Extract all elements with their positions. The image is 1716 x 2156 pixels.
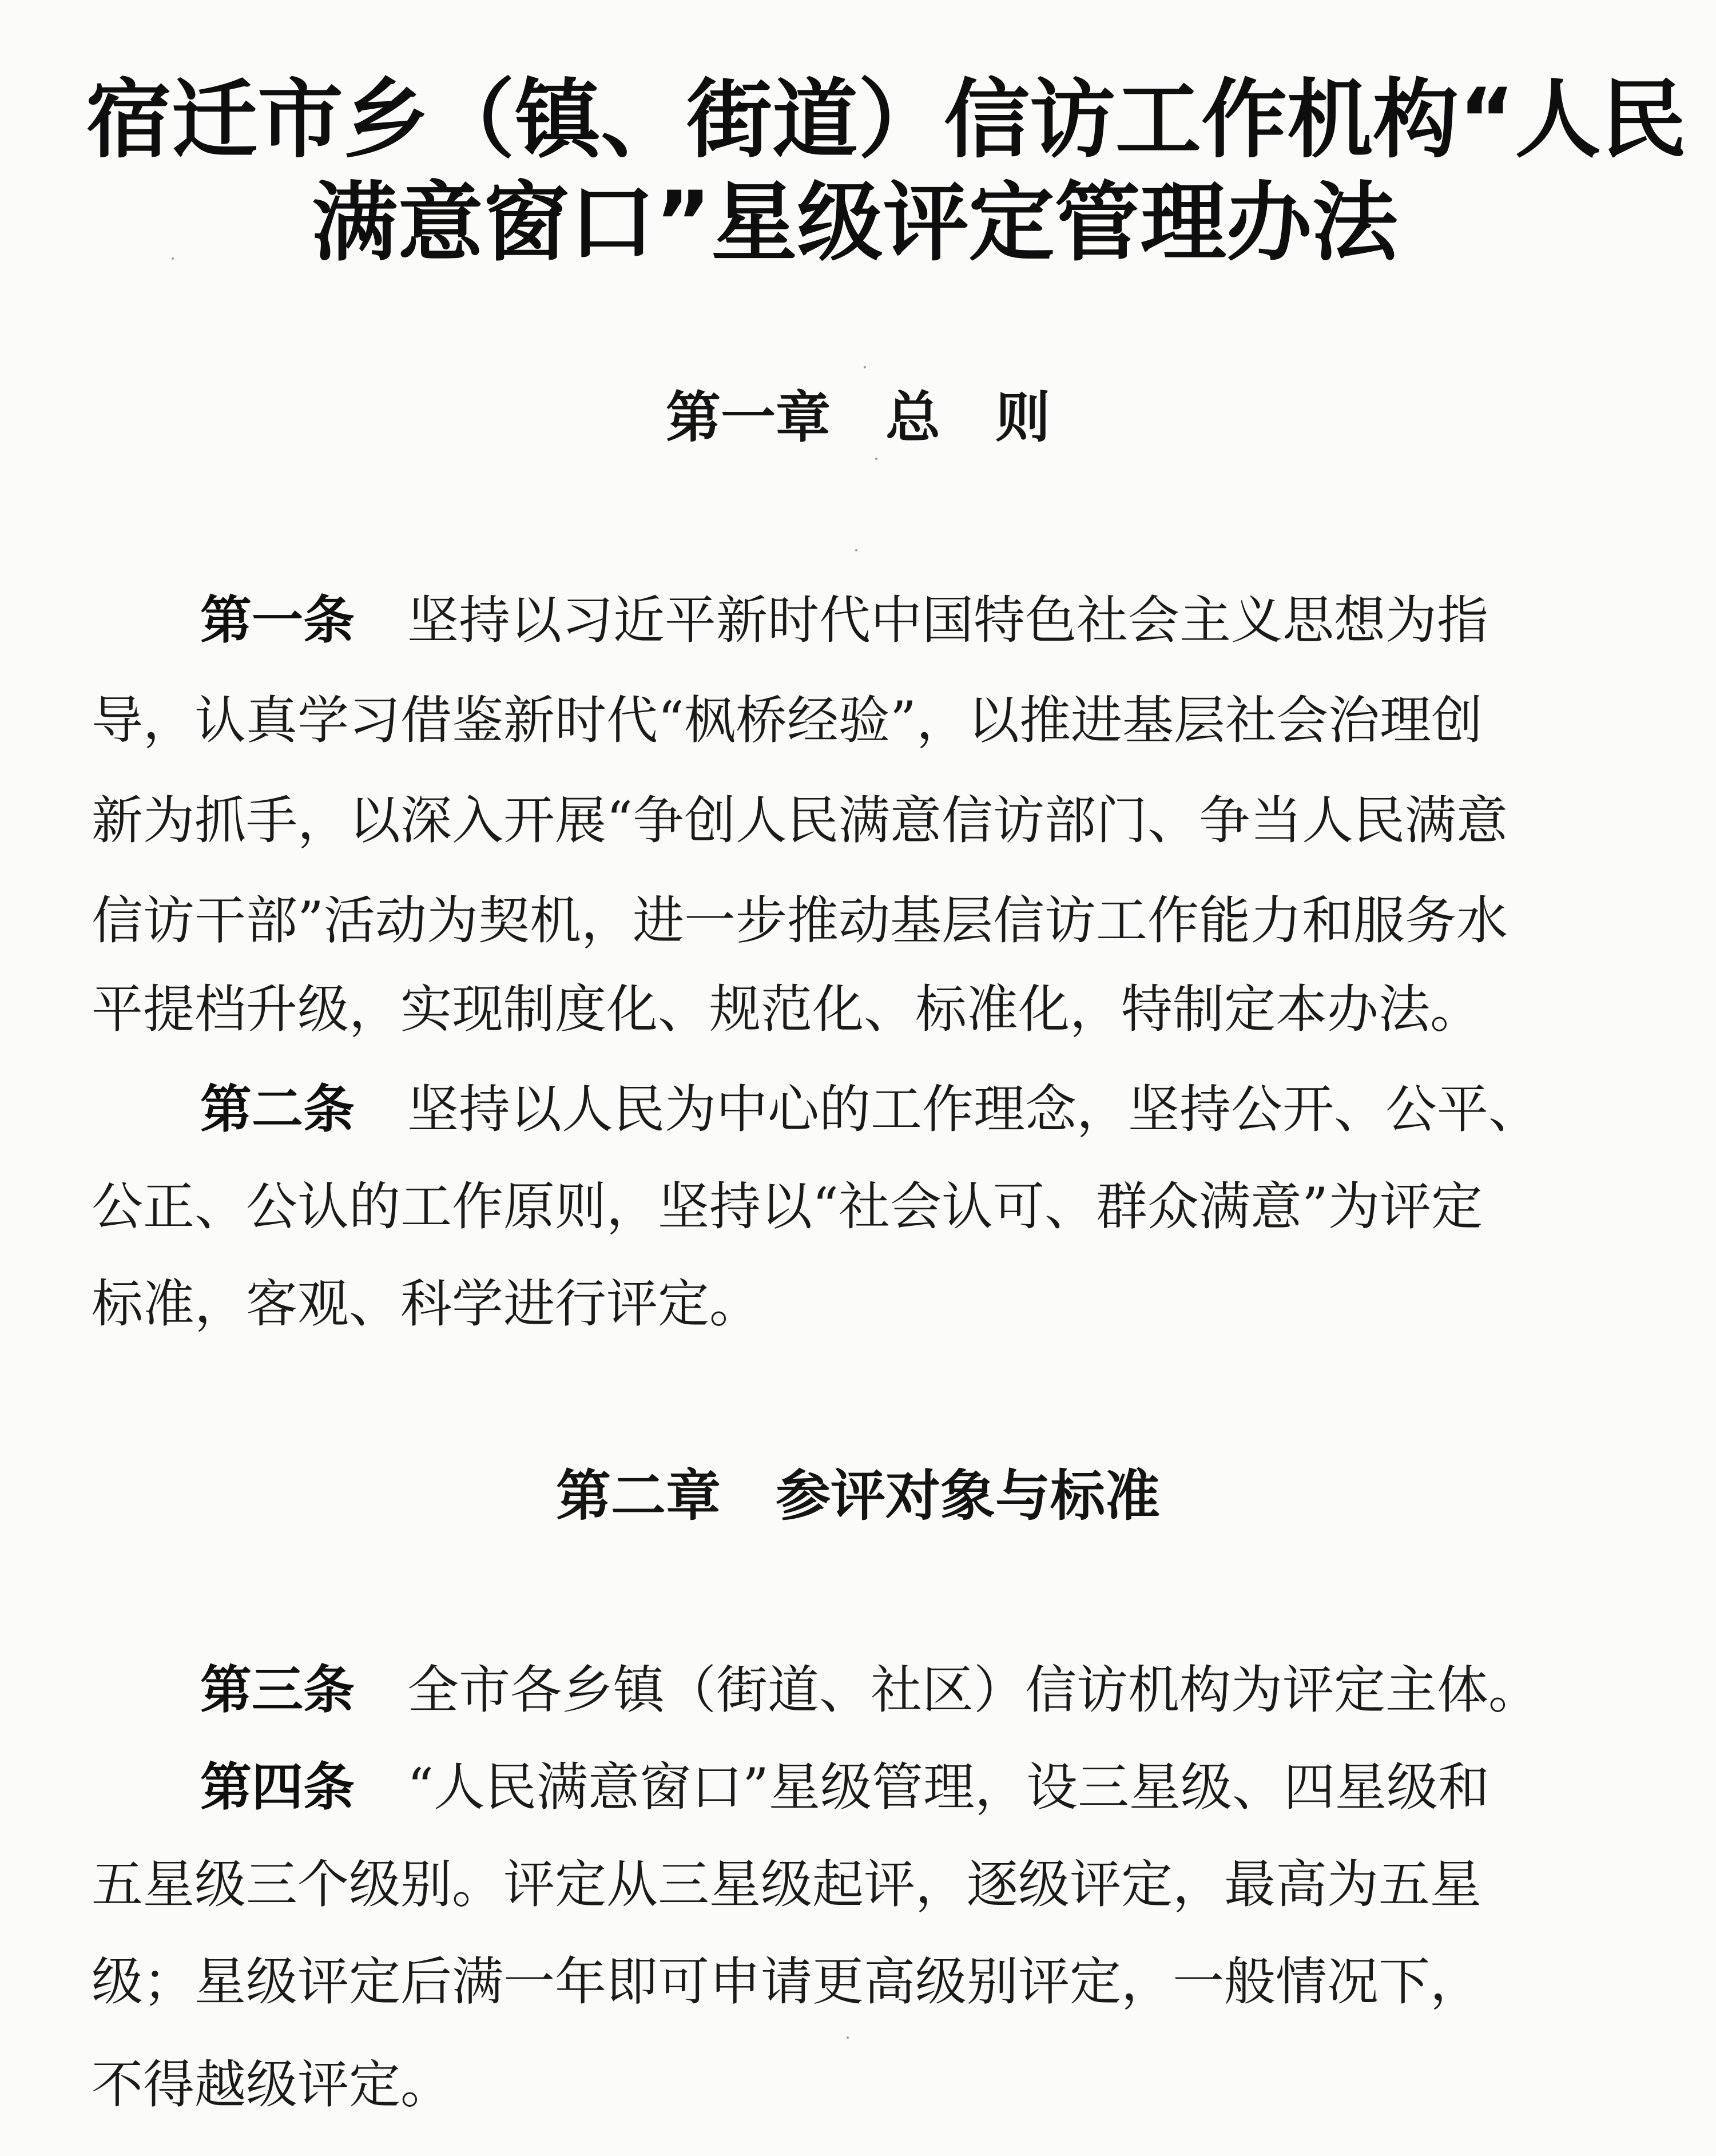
article-1-line-2: 导，认真学习借鉴新时代“枫桥经验”，以推进基层社会治理创 [92,690,1483,751]
article-3-label: 第三条 [200,1660,355,1720]
scan-speck [864,366,866,368]
scan-speck [875,458,877,460]
article-2-line-3: 标准，客观、科学进行评定。 [92,1274,761,1334]
chapter-2-heading: 第二章 参评对象与标准 [556,1464,1160,1528]
article-4-line-3: 级；星级评定后满一年即可申请更高级别评定，一般情况下， [92,1952,1481,2012]
article-4-line-4: 不得越级评定。 [92,2055,452,2115]
article-1-label: 第一条 [200,590,355,650]
scan-speck [855,549,857,551]
article-4-line-1: “人民满意窗口”星级管理，设三星级、四星级和 [407,1757,1490,1817]
article-1-line-1: 坚持以习近平新时代中国特色社会主义思想为指 [407,590,1488,650]
article-2-label: 第二条 [200,1079,355,1139]
chapter-1-heading: 第一章 总 则 [666,386,1050,450]
article-4-label: 第四条 [200,1757,355,1817]
article-1-line-4: 信访干部”活动为契机，进一步推动基层信访工作能力和服务水 [92,891,1508,951]
scan-speck [172,257,174,260]
article-3-line-1: 全市各乡镇（街道、社区）信访机构为评定主体。 [407,1660,1540,1720]
scan-speck [847,2036,849,2039]
article-4-line-2: 五星级三个级别。评定从三星级起评，逐级评定，最高为五星 [92,1855,1481,1915]
article-1-line-5: 平提档升级，实现制度化、规范化、标准化，特制定本办法。 [92,979,1481,1039]
article-2-line-1: 坚持以人民为中心的工作理念，坚持公开、公平、 [407,1079,1540,1139]
article-2-line-2: 公正、公认的工作原则，坚持以“社会认可、群众满意”为评定 [92,1177,1483,1237]
document-title-line-1: 宿迁市乡（镇、街道）信访工作机构“人民 [86,70,1687,170]
document-title-line-2: 满意窗口”星级评定管理办法 [312,173,1398,273]
article-1-line-3: 新为抓手，以深入开展“争创人民满意信访部门、争当人民满意 [92,791,1508,851]
